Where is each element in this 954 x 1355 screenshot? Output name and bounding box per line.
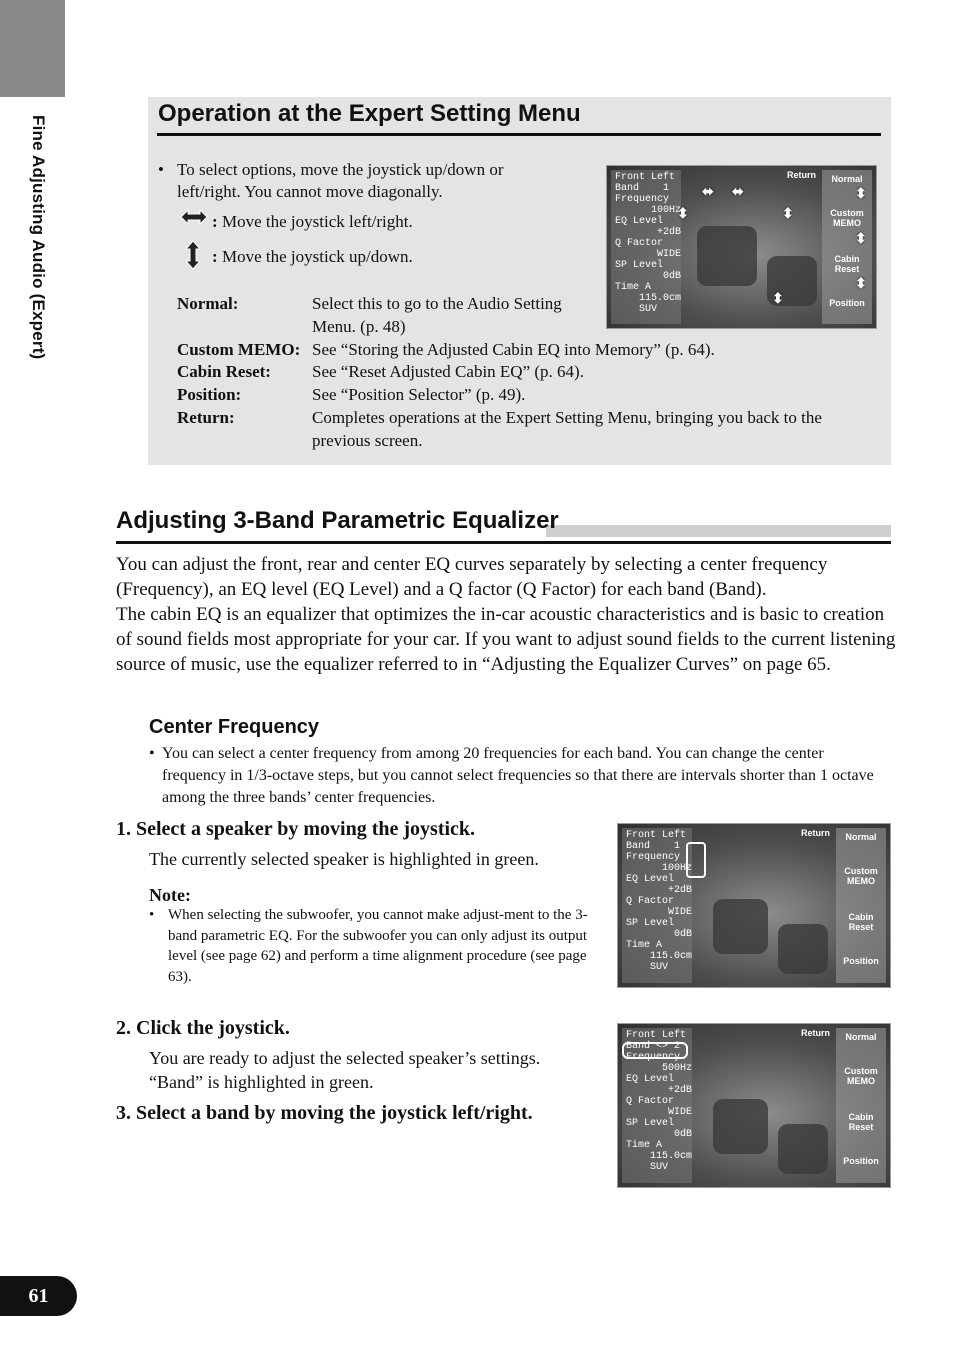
arrow-icon: ⬌ <box>702 185 714 200</box>
chapter-tab <box>0 0 65 97</box>
screen-custom-memo-label: Custom MEMO <box>830 208 864 228</box>
screen-cabin-reset-label: Cabin Reset <box>834 254 860 274</box>
band-highlight <box>622 1042 688 1059</box>
screen-info-panel: Front Left Band 1 Frequency 100Hz EQ Level +2dB Q Factor WIDE SP Level 0dB Time A 115.0cm SUV <box>622 828 692 983</box>
def-normal-line1: Select this to go to the Audio Setting <box>312 294 562 313</box>
bullet: • <box>158 160 164 179</box>
def-term-position: Position: <box>177 385 242 404</box>
screen-normal-label: Normal <box>845 832 877 842</box>
note-label: Note: <box>149 885 191 905</box>
note-bullet: • <box>149 907 155 923</box>
screen-position-label: Position <box>843 956 879 966</box>
step-2: 2. Click the joystick. <box>116 1017 290 1039</box>
screen-position-label: Position <box>843 1156 879 1166</box>
page-number: 61 <box>0 1276 77 1316</box>
arrow-icon: ⬍ <box>855 232 867 247</box>
arrow-icon: ⬍ <box>772 292 784 307</box>
intro-paragraph-1: You can adjust the front, rear and center EQ curves separately by selecting a center frequency (Frequency), an EQ level (EQ Level) and a Q factor (Q Factor) for each band (Band). <box>116 554 828 600</box>
side-chapter-title: Fine Adjusting Audio (Expert) <box>29 115 48 360</box>
note-text: When selecting the subwoofer, you cannot make adjust-ment to the 3-band parametric EQ. For the subwoofer you can only adjust its output level (see page 62) and perform a time alignment procedure (see page 63). <box>168 907 588 985</box>
def-term-normal: Normal: <box>177 294 239 313</box>
expert-menu-screenshot <box>606 165 877 329</box>
intro-paragraph-2: The cabin EQ is an equalizer that optimizes the in-car acoustic characteristics and is basic to creation of sound fields most appropriate for your car. If you want to adjust sound fields to the current listening source of music, use the equalizer referred to in “Adjusting the Equalizer Curves” on page 65. <box>116 604 896 675</box>
section-rule <box>116 541 891 544</box>
arrow-icon: ⬍ <box>677 207 689 222</box>
lr-colon: : <box>212 212 218 231</box>
arrow-icon: ⬍ <box>855 187 867 202</box>
screen-info-panel: Front Left Band <> 2 Frequency 500Hz EQ Level +2dB Q Factor WIDE SP Level 0dB Time A 115.0cm SUV <box>622 1028 692 1183</box>
def-position: See “Position Selector” (p. 49). <box>312 385 526 404</box>
arrow-icon: ⬍ <box>782 207 794 222</box>
intro-line-1: To select options, move the joystick up/down or <box>177 160 504 179</box>
screen-info-panel: Front Left Band 1 Frequency 100Hz EQ Level +2dB Q Factor WIDE SP Level 0dB Time A 115.0cm SUV <box>611 170 681 324</box>
expert-menu-title: Operation at the Expert Setting Menu <box>158 100 581 127</box>
center-frequency-text: You can select a center frequency from among 20 frequencies for each band. You can change the center frequency in 1/3-octave steps, but you cannot select frequencies so that there are intervals shorter than 1 octave among the three bands’ center frequencies. <box>162 745 874 806</box>
def-term-custom-memo: Custom MEMO: <box>177 340 301 359</box>
up-down-arrow-icon <box>184 240 202 270</box>
def-return-line2: previous screen. <box>312 431 423 450</box>
screen-custom-memo-label: Custom MEMO <box>844 866 878 886</box>
screen-cabin-reset-label: Cabin Reset <box>848 912 874 932</box>
lr-text: Move the joystick left/right. <box>222 212 413 231</box>
title-rule <box>157 133 881 136</box>
def-term-cabin-reset: Cabin Reset: <box>177 362 271 381</box>
arrow-icon: ⬌ <box>732 185 744 200</box>
section-intro <box>116 552 896 677</box>
section-header <box>116 507 891 541</box>
step-2-text-1: You are ready to adjust the selected speaker’s settings. <box>149 1048 541 1068</box>
screen-custom-memo-label: Custom MEMO <box>844 1066 878 1086</box>
def-normal-line2: Menu. (p. 48) <box>312 317 406 336</box>
def-cabin-reset: See “Reset Adjusted Cabin EQ” (p. 64). <box>312 362 584 381</box>
def-return-line1: Completes operations at the Expert Setting Menu, bringing you back to the <box>312 408 822 427</box>
screen-normal-label: Normal <box>845 1032 877 1042</box>
screen-position-label: Position <box>829 298 865 308</box>
center-frequency-heading: Center Frequency <box>149 716 320 738</box>
screen-normal-label: Normal <box>831 174 863 184</box>
intro-line-2: left/right. You cannot move diagonally. <box>177 182 443 201</box>
screen-return-label: Return <box>787 170 816 180</box>
speaker-select-screenshot <box>617 823 891 988</box>
arrow-icon: ⬍ <box>855 277 867 292</box>
section-title: Adjusting 3-Band Parametric Equalizer <box>116 507 559 534</box>
ud-text: Move the joystick up/down. <box>222 247 413 266</box>
step-2-text-2: “Band” is highlighted in green. <box>149 1072 374 1092</box>
step-1: 1. Select a speaker by moving the joystick. <box>116 818 476 840</box>
def-term-return: Return: <box>177 408 235 427</box>
speaker-highlight <box>686 842 706 878</box>
left-right-arrow-icon <box>180 208 208 226</box>
ud-colon: : <box>212 247 218 266</box>
screen-return-label: Return <box>801 828 830 838</box>
step-1-text: The currently selected speaker is highlighted in green. <box>149 849 539 869</box>
band-select-screenshot <box>617 1023 891 1188</box>
step-3: 3. Select a band by moving the joystick left/right. <box>116 1102 533 1124</box>
screen-cabin-reset-label: Cabin Reset <box>848 1112 874 1132</box>
def-custom-memo: See “Storing the Adjusted Cabin EQ into Memory” (p. 64). <box>312 340 715 359</box>
cf-bullet: • <box>149 745 155 762</box>
screen-return-label: Return <box>801 1028 830 1038</box>
